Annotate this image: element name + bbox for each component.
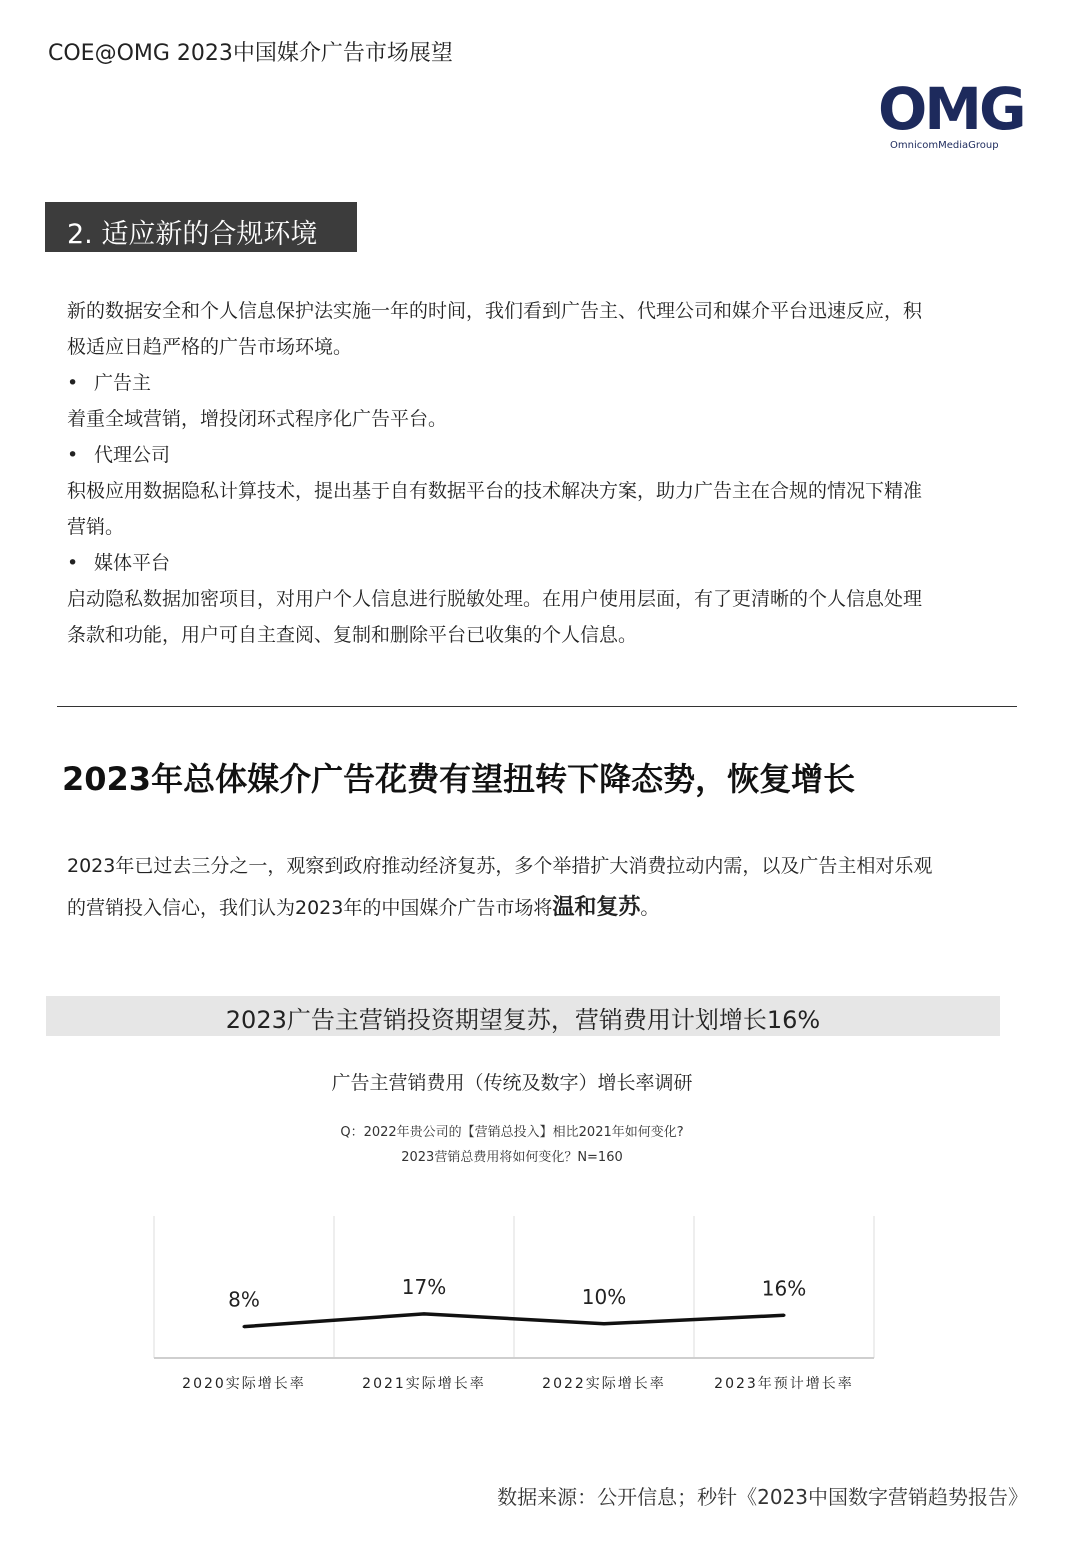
intro-line-1: 新的数据安全和个人信息保护法实施一年的时间，我们看到广告主、代理公司和媒介平台迅速反应，积	[67, 300, 923, 322]
chart-category-label: 2020实际增长率	[182, 1376, 306, 1392]
logo-mark: OMG	[878, 75, 1024, 143]
section-heading: 2. 适应新的合规环境	[67, 219, 318, 250]
section-divider	[57, 706, 1017, 707]
chart-question-line-2: 2023营销总费用将如何变化？N=160	[401, 1150, 623, 1165]
chart-category-label: 2022实际增长率	[542, 1376, 666, 1392]
logo-subtext: OmnicomMediaGroup	[890, 140, 999, 151]
bullet-advertiser	[67, 365, 151, 401]
chart-category-label: 2023年预计增长率	[714, 1376, 854, 1392]
bullet-label: 代理公司	[94, 444, 171, 466]
recovery-line-2-end: 。	[640, 897, 660, 919]
chart-banner-text: 2023广告主营销投资期望复苏，营销费用计划增长16%	[225, 1006, 821, 1034]
chart-data-label: 16%	[761, 1276, 807, 1301]
chart-point	[783, 1314, 786, 1317]
omg-logo	[878, 75, 1028, 155]
chart-point	[603, 1322, 606, 1325]
bullet-dot: •	[67, 444, 79, 466]
media-text-line-1: 启动隐私数据加密项目，对用户个人信息进行脱敏处理。在用户使用层面，有了更清晰的个人信息处理	[67, 588, 923, 610]
bullet-label: 媒体平台	[94, 552, 171, 574]
chart-point	[243, 1325, 246, 1328]
bullet-label: 广告主	[94, 372, 152, 394]
recovery-line-1: 2023年已过去三分之一，观察到政府推动经济复苏，多个举措扩大消费拉动内需，以及广告主相对乐观	[67, 855, 933, 877]
chart-question-line-1: Q：2022年贵公司的【营销总投入】相比2021年如何变化?	[340, 1125, 684, 1140]
chart-data-label: 8%	[228, 1287, 260, 1312]
chart-category-label: 2021实际增长率	[362, 1376, 486, 1392]
chart-series-line	[244, 1314, 784, 1327]
section-heading-box	[45, 202, 357, 252]
recovery-line-2-text: 的营销投入信心，我们认为2023年的中国媒介广告市场将	[67, 897, 553, 919]
bullet-media-platform	[67, 545, 170, 581]
recovery-paragraph	[67, 845, 1007, 929]
bullet-dot: •	[67, 552, 79, 574]
intro-line-2: 极适应日趋严格的广告市场环境。	[67, 336, 353, 358]
recovery-emphasis: 温和复苏	[552, 895, 641, 920]
chart-data-label: 17%	[401, 1274, 447, 1299]
document-title: COE@OMG 2023中国媒介广告市场展望	[48, 41, 453, 66]
headline: 2023年总体媒介广告花费有望扭转下降态势，恢复增长	[62, 760, 856, 798]
media-text-line-2: 条款和功能，用户可自主查阅、复制和删除平台已收集的个人信息。	[67, 624, 638, 646]
chart-point	[423, 1312, 426, 1315]
data-source: 数据来源：公开信息；秒针《2023中国数字营销趋势报告》	[497, 1485, 1028, 1509]
chart-banner	[46, 996, 1000, 1036]
bullet-dot: •	[67, 372, 79, 394]
chart-data-label: 10%	[581, 1284, 627, 1309]
bullet-agency	[67, 437, 170, 473]
chart-title: 广告主营销费用（传统及数字）增长率调研	[331, 1072, 693, 1094]
recovery-line-2	[67, 887, 1007, 929]
advertiser-text: 着重全域营销，增投闭环式程序化广告平台。	[67, 408, 448, 430]
agency-text-line-1: 积极应用数据隐私计算技术，提出基于自有数据平台的技术解决方案，助力广告主在合规的情况下精准	[67, 480, 923, 502]
agency-text-line-2: 营销。	[67, 516, 125, 538]
